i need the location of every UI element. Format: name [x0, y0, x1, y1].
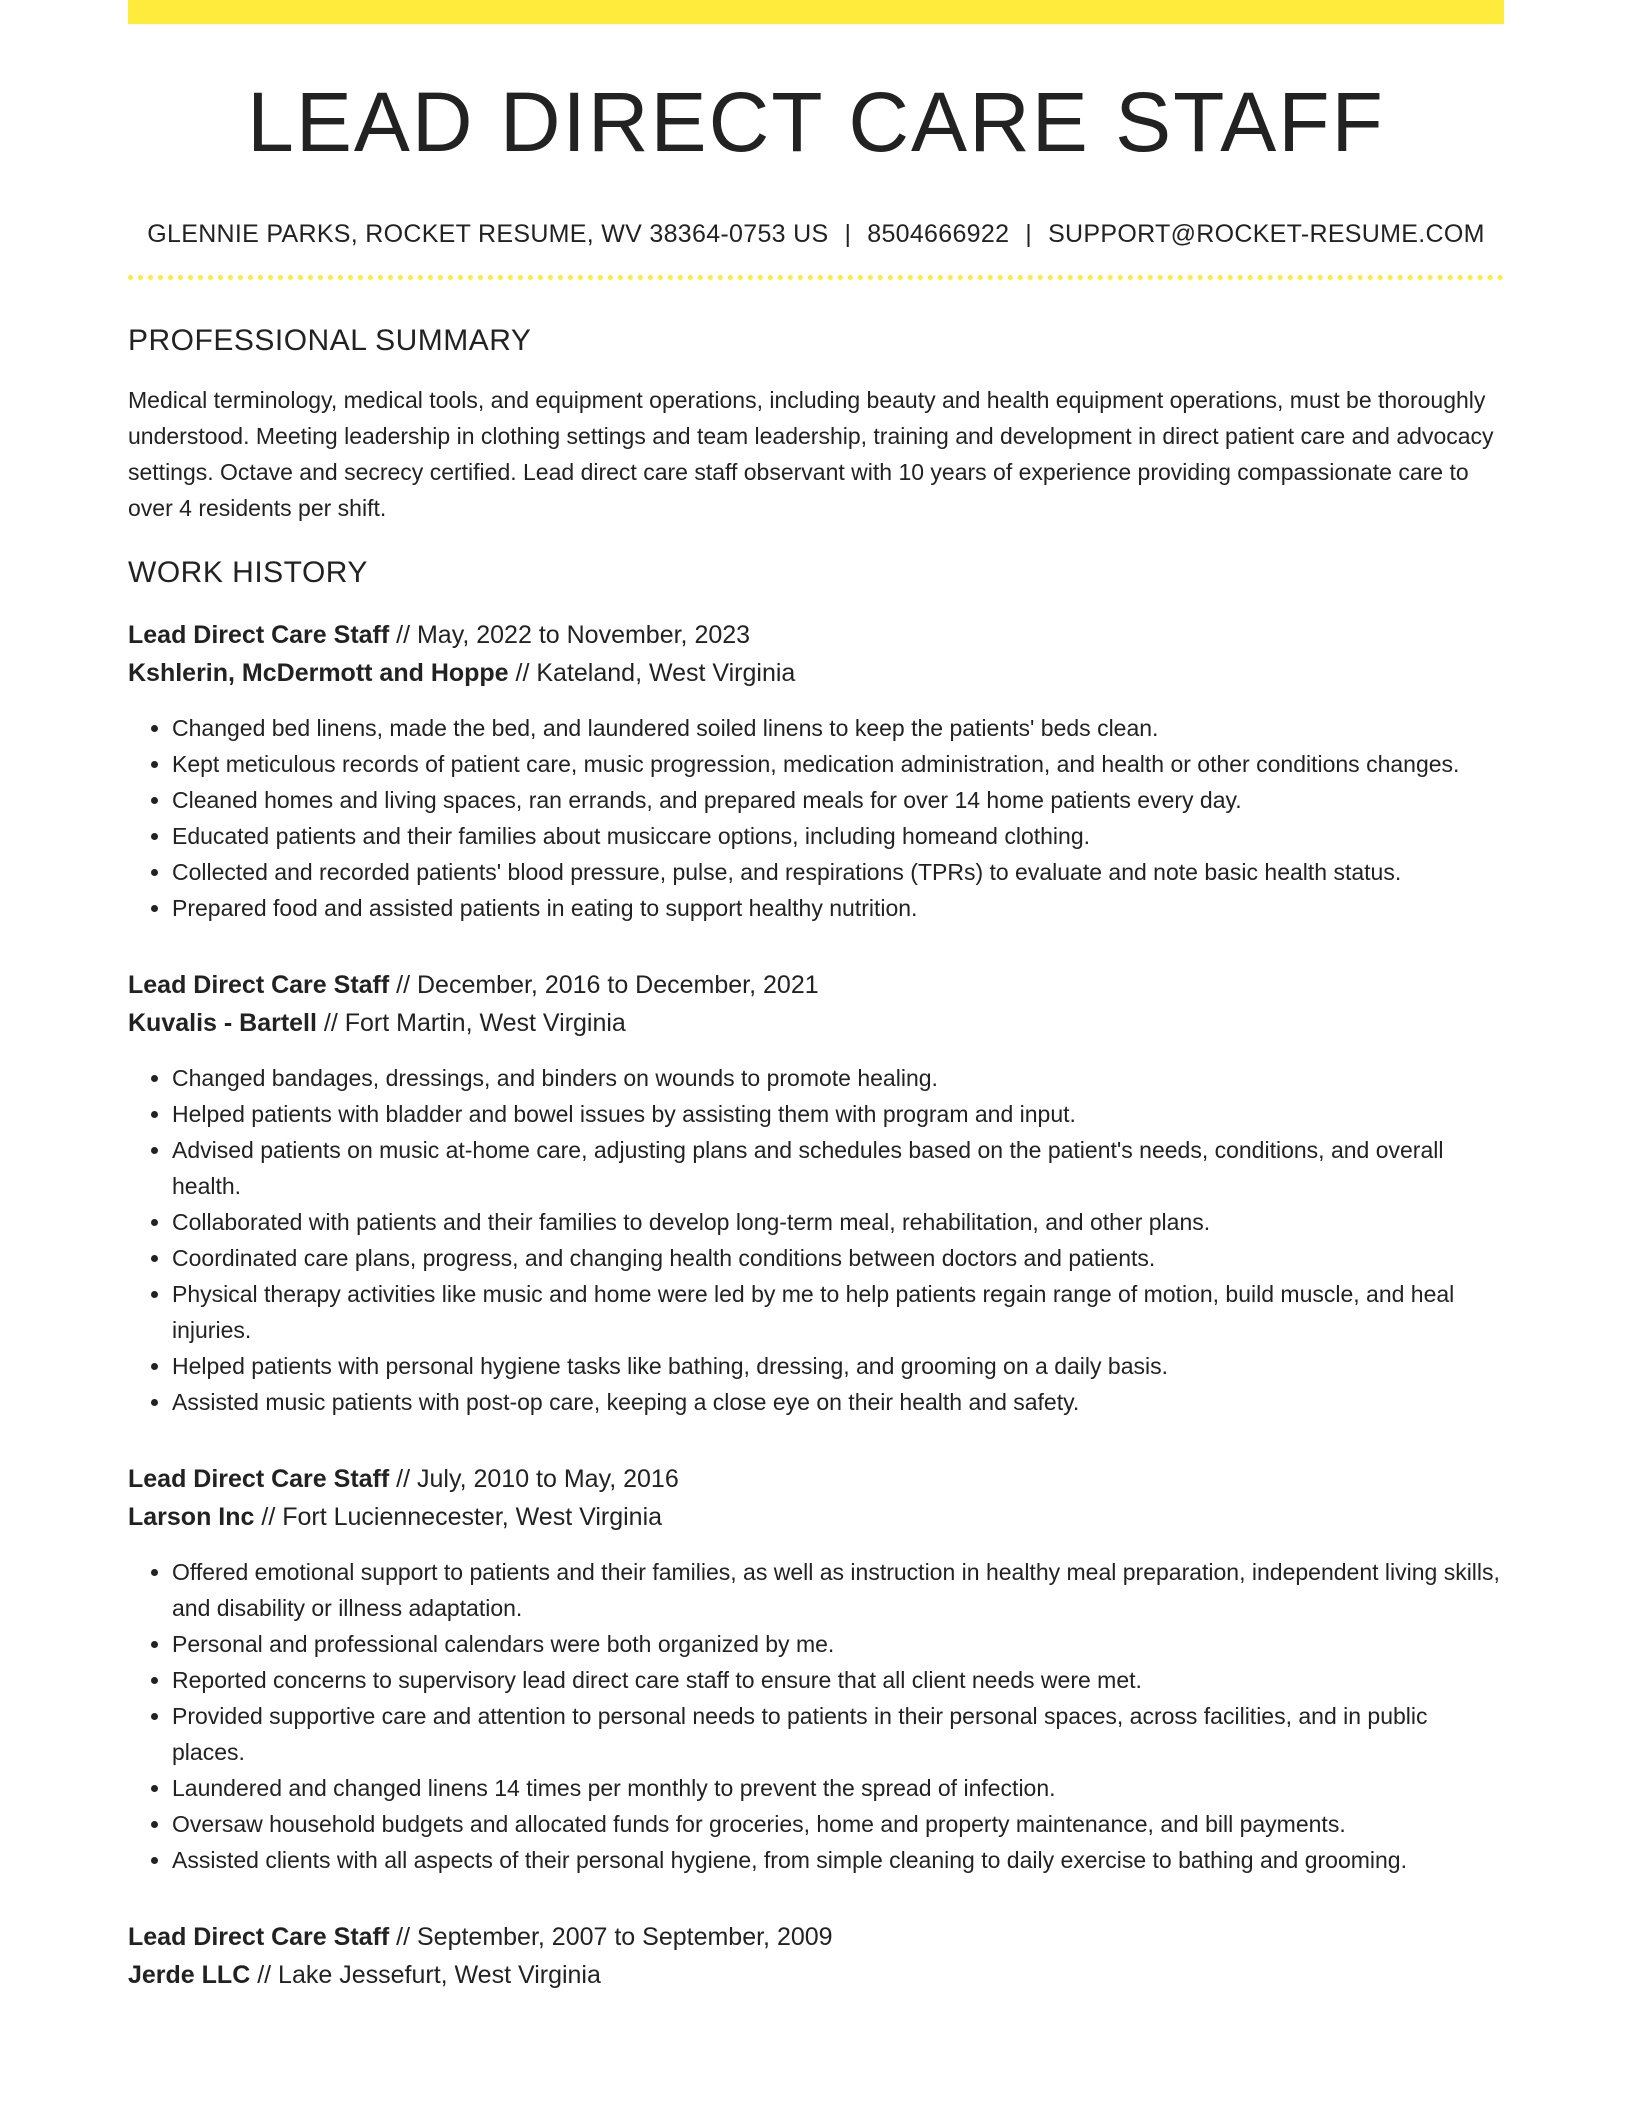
contact-line [128, 220, 1504, 249]
contact-email[interactable]: SUPPORT@ROCKET-RESUME.COM [1048, 220, 1485, 248]
job-dates: // September, 2007 to September, 2009 [389, 1923, 833, 1951]
list-item: • Helped patients with personal hygiene tasks like bathing, dressing, and grooming on a daily basis. [172, 1348, 1504, 1384]
job-duties-list [128, 1554, 1504, 1878]
job-location: // Fort Martin, West Virginia [316, 1009, 626, 1037]
list-item: • Reported concerns to supervisory lead direct care staff to ensure that all client needs were met. [172, 1662, 1504, 1698]
job-duties-list [128, 710, 1504, 926]
job-entry [128, 616, 1504, 926]
list-item: • Educated patients and their families about musiccare options, including homeand clothing. [172, 818, 1504, 854]
contact-separator: | [1025, 220, 1033, 248]
job-dates: // July, 2010 to May, 2016 [389, 1465, 679, 1493]
job-title-line [128, 1918, 1504, 1956]
job-company-line [128, 1004, 1504, 1042]
job-title: Lead Direct Care Staff [128, 621, 390, 649]
page-title: LEAD DIRECT CARE STAFF [247, 75, 1385, 169]
list-item: • Cleaned homes and living spaces, ran errands, and prepared meals for over 14 home patients every day. [172, 782, 1504, 818]
job-entry [128, 966, 1504, 1420]
list-item: • Changed bandages, dressings, and binders on wounds to promote healing. [172, 1060, 1504, 1096]
list-item: • Oversaw household budgets and allocated funds for groceries, home and property maintenance, and bill payments. [172, 1806, 1504, 1842]
job-title-line [128, 1460, 1504, 1498]
job-location: // Fort Luciennecester, West Virginia [254, 1503, 663, 1531]
job-company: Larson Inc [128, 1503, 255, 1531]
work-history-heading: WORK HISTORY [128, 556, 368, 589]
list-item: • Coordinated care plans, progress, and changing health conditions between doctors and patients. [172, 1240, 1504, 1276]
list-item: • Changed bed linens, made the bed, and laundered soiled linens to keep the patients' beds clean. [172, 710, 1504, 746]
contact-separator: | [844, 220, 852, 248]
job-entry [128, 1460, 1504, 1878]
list-item: • Advised patients on music at-home care, adjusting plans and schedules based on the patient's needs, conditions, and overall health. [172, 1132, 1504, 1204]
header-divider [128, 275, 1504, 280]
job-title-line [128, 616, 1504, 654]
contact-phone[interactable]: 8504666922 [867, 220, 1010, 248]
contact-address: GLENNIE PARKS, ROCKET RESUME, WV 38364-0753 US [147, 220, 829, 248]
list-item: • Offered emotional support to patients and their families, as well as instruction in healthy meal preparation, independent living skills, and disability or illness adaptation. [172, 1554, 1504, 1626]
job-company-line [128, 1956, 1504, 1994]
job-company: Kuvalis - Bartell [128, 1009, 317, 1037]
job-company: Kshlerin, McDermott and Hoppe [128, 659, 509, 687]
job-company-line [128, 1498, 1504, 1536]
resume-page [128, 0, 1504, 1994]
list-item: • Laundered and changed linens 14 times per monthly to prevent the spread of infection. [172, 1770, 1504, 1806]
accent-top-bar [128, 0, 1504, 24]
job-title: Lead Direct Care Staff [128, 971, 390, 999]
job-duties-list [128, 1060, 1504, 1420]
job-entry [128, 1918, 1504, 1994]
job-dates: // May, 2022 to November, 2023 [389, 621, 751, 649]
job-dates: // December, 2016 to December, 2021 [389, 971, 819, 999]
job-title-line [128, 966, 1504, 1004]
list-item: • Assisted clients with all aspects of their personal hygiene, from simple cleaning to daily exercise to bathing and grooming. [172, 1842, 1504, 1878]
summary-heading: PROFESSIONAL SUMMARY [128, 324, 532, 357]
job-location: // Lake Jessefurt, West Virginia [250, 1961, 601, 1989]
list-item: • Provided supportive care and attention to personal needs to patients in their personal spaces, across facilities, and in public places. [172, 1698, 1504, 1770]
list-item: • Prepared food and assisted patients in eating to support healthy nutrition. [172, 890, 1504, 926]
list-item: • Kept meticulous records of patient care, music progression, medication administration, and health or other conditions changes. [172, 746, 1504, 782]
list-item: • Personal and professional calendars were both organized by me. [172, 1626, 1504, 1662]
job-company-line [128, 654, 1504, 692]
job-title: Lead Direct Care Staff [128, 1465, 390, 1493]
list-item: • Collected and recorded patients' blood pressure, pulse, and respirations (TPRs) to evaluate and note basic health status. [172, 854, 1504, 890]
job-title: Lead Direct Care Staff [128, 1923, 390, 1951]
summary-text: Medical terminology, medical tools, and equipment operations, including beauty and health equipment operations, must be thoroughly understood. Meeting leadership in clothing settings and team leadership, training and development in direct patient care and advocacy settings. Octave and secrecy certified. Lead direct care staff observant with 10 years of experience providing compassionate care to over 4 residents per shift. [128, 387, 1494, 521]
list-item: • Collaborated with patients and their families to develop long-term meal, rehabilitation, and other plans. [172, 1204, 1504, 1240]
job-location: // Kateland, West Virginia [508, 659, 796, 687]
list-item: • Assisted music patients with post-op care, keeping a close eye on their health and safety. [172, 1384, 1504, 1420]
list-item: • Physical therapy activities like music and home were led by me to help patients regain range of motion, build muscle, and heal injuries. [172, 1276, 1504, 1348]
work-history-list [128, 616, 1504, 1994]
job-company: Jerde LLC [128, 1961, 251, 1989]
list-item: • Helped patients with bladder and bowel issues by assisting them with program and input. [172, 1096, 1504, 1132]
